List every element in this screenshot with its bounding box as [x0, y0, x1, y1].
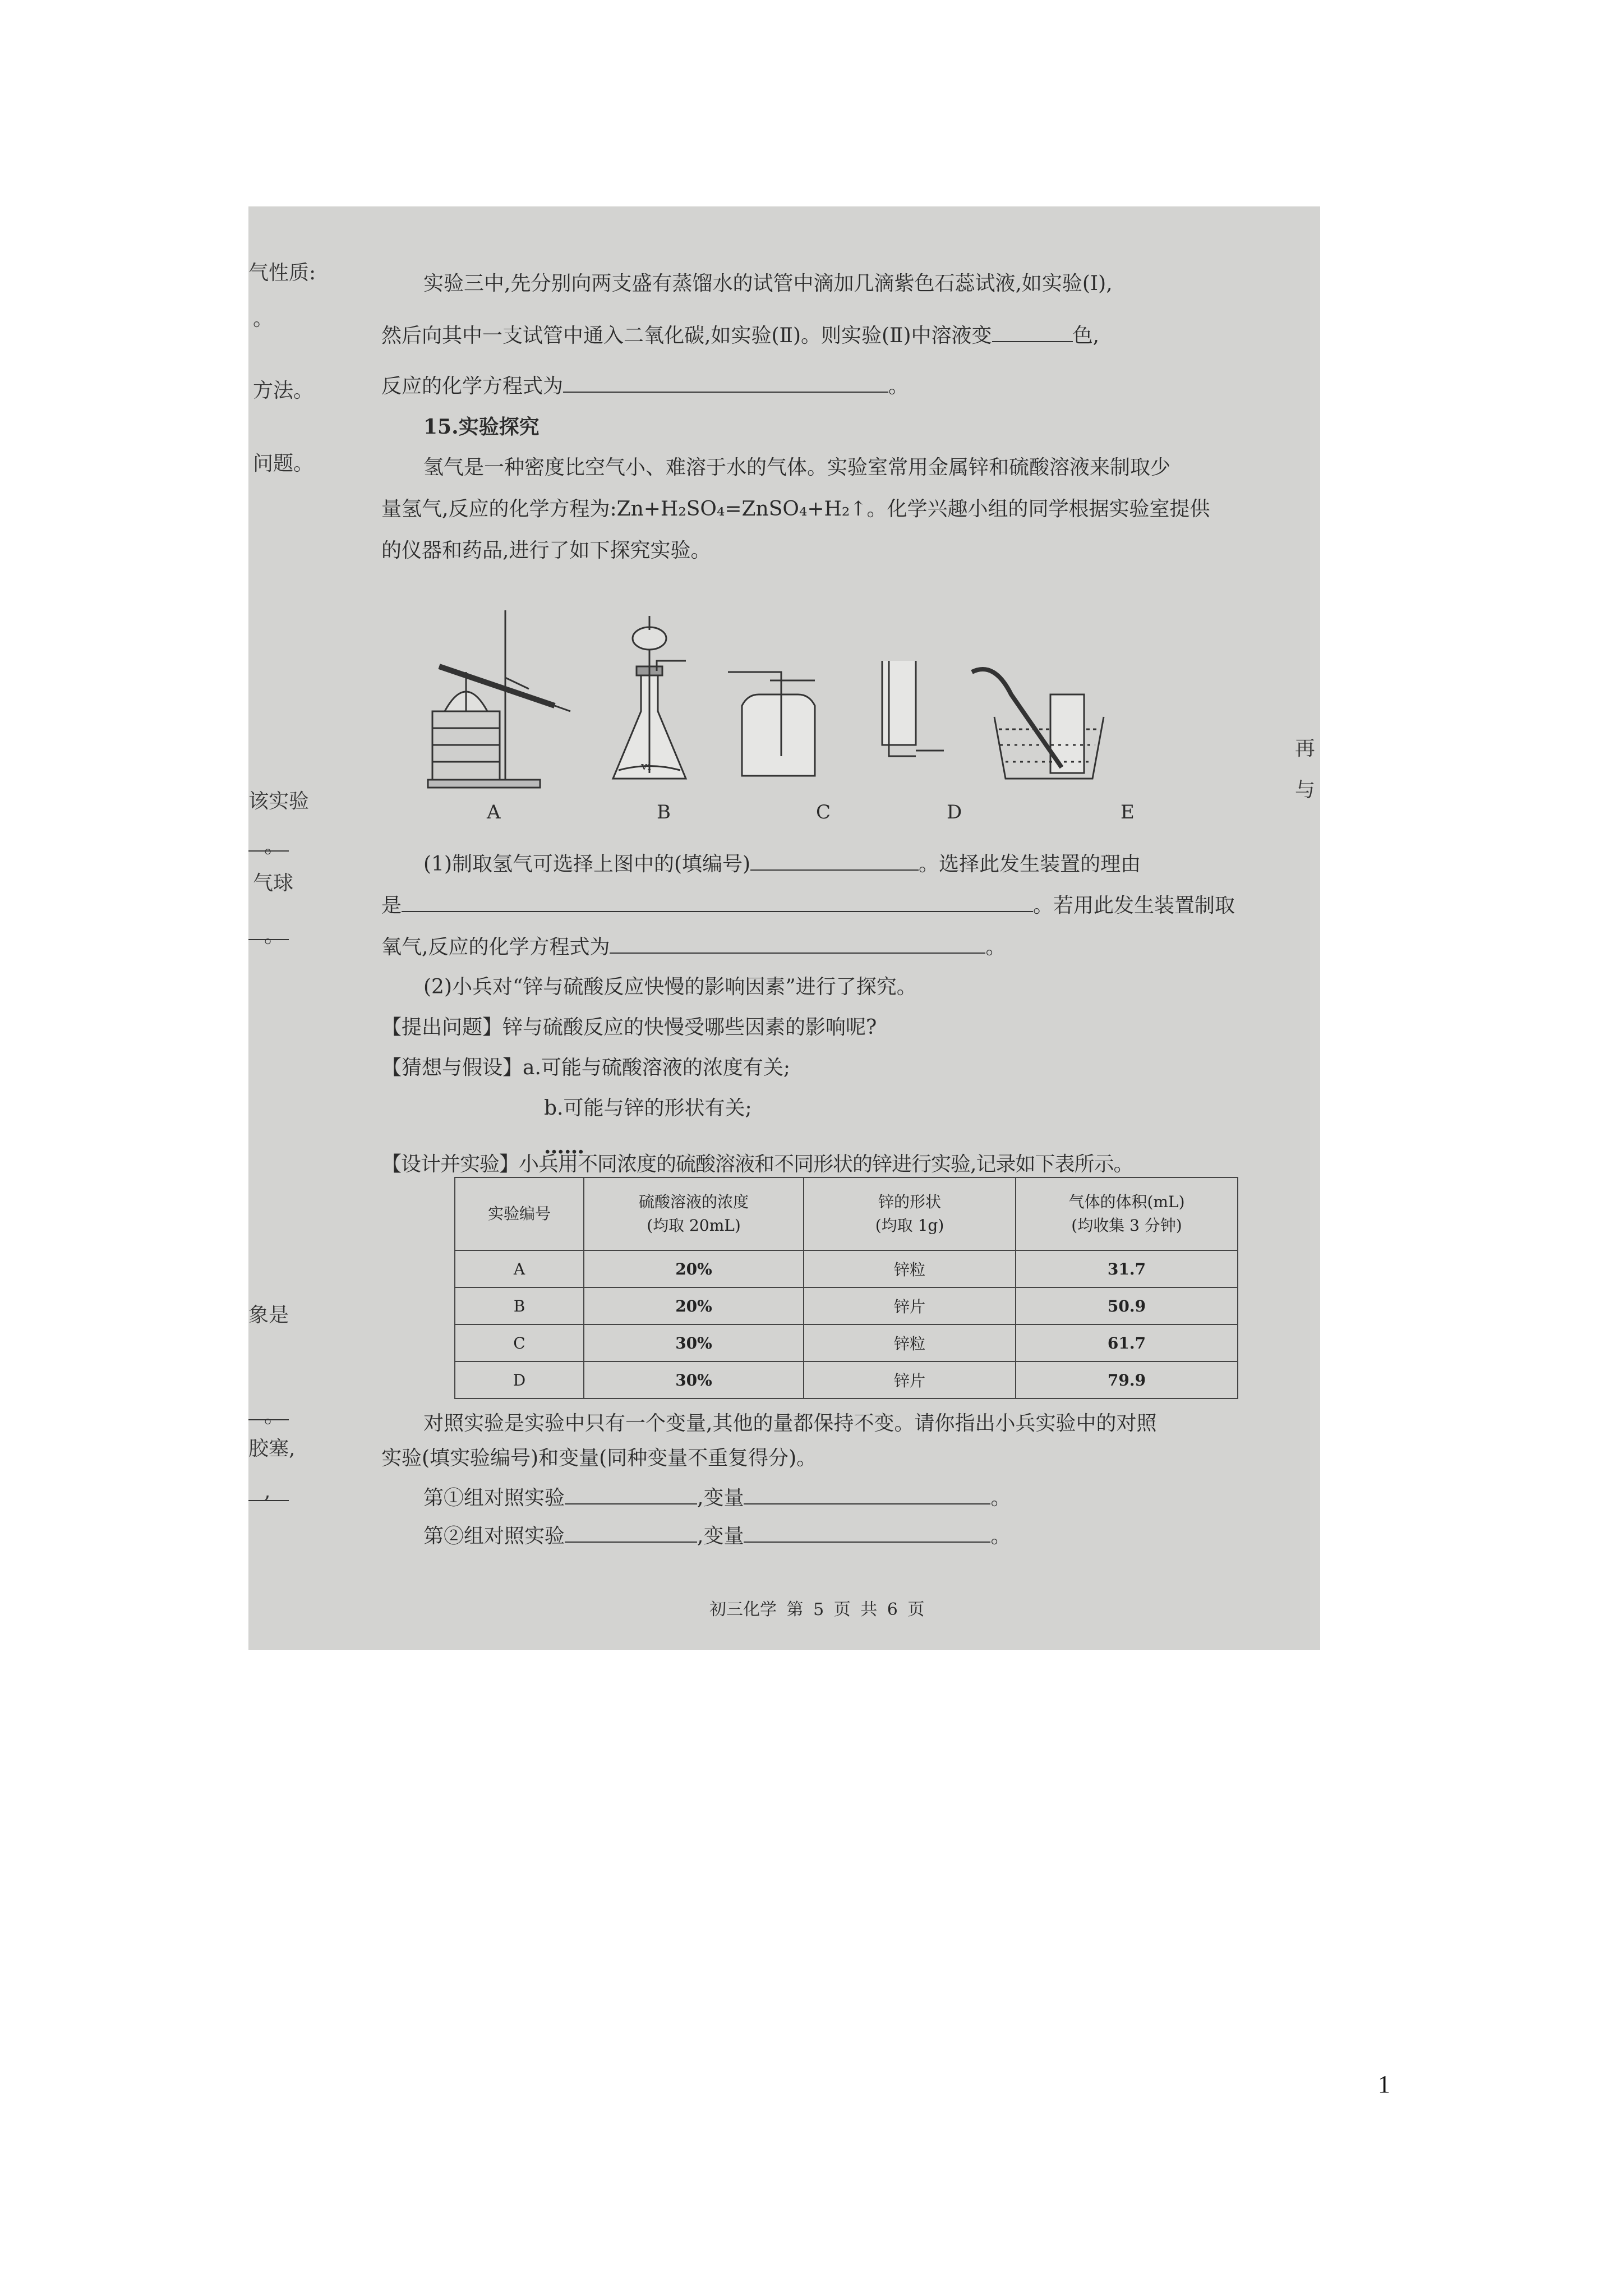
margin-left-7: 气球 [253, 872, 294, 895]
reason-answer-blank [402, 894, 1033, 912]
cell-shape: 锌片 [804, 1287, 1016, 1324]
control-line2: 实验(填实验编号)和变量(同种变量不重复得分)。 [381, 1447, 817, 1470]
hypothesis-c: …… [544, 1135, 584, 1158]
margin-left-8: 。 [264, 924, 285, 947]
apparatus-a-heating [428, 610, 570, 788]
margin-blank-2 [248, 939, 289, 940]
q1-line1: (1)制取氢气可选择上图中的(填编号) 。选择此发生装置的理由 [423, 853, 1141, 876]
margin-left-6: 。 [264, 835, 285, 858]
header-acid-concentration: 硫酸溶液的浓度 (均取 20mL) [584, 1177, 804, 1250]
intro-line2: 量氢气,反应的化学方程为:Zn+H₂SO₄=ZnSO₄+H₂↑。化学兴趣小组的同学根据实验室提供 [381, 498, 1210, 521]
margin-left-4: 问题。 [253, 452, 314, 475]
scanned-exam-photo [248, 206, 1320, 1650]
apparatus-figure [422, 577, 1106, 818]
cell-id: C [455, 1324, 584, 1361]
cell-id: B [455, 1287, 584, 1324]
margin-left-11: 胶塞, [248, 1437, 296, 1460]
table-header-row [455, 1177, 1238, 1250]
hypothesis-a: 【猜想与假设】a.可能与硫酸溶液的浓度有关; [381, 1056, 791, 1079]
cell-concentration: 30% [584, 1361, 804, 1398]
color-answer-blank [992, 324, 1073, 342]
cell-id: D [455, 1361, 584, 1398]
control-group-2: 第②组对照实验 ,变量 。 [423, 1525, 1011, 1548]
margin-right-2: 与 [1295, 779, 1316, 802]
intro-line1: 氢气是一种密度比空气小、难溶于水的气体。实验室常用金属锌和硫酸溶液来制取少 [423, 456, 1171, 479]
para1-line1: 实验三中,先分别向两支盛有蒸馏水的试管中滴加几滴紫色石蕊试液,如实验(Ⅰ), [423, 272, 1113, 295]
intro-line3: 的仪器和药品,进行了如下探究实验。 [381, 539, 711, 562]
control-line1: 对照实验是实验中只有一个变量,其他的量都保持不变。请你指出小兵实验中的对照 [423, 1412, 1157, 1435]
control-group-1: 第①组对照实验 ,变量 。 [423, 1487, 1011, 1510]
margin-left-5: 该实验 [248, 790, 310, 813]
margin-blank-3 [248, 1419, 289, 1420]
label-c: C [816, 801, 831, 823]
q1-line2: 是 。若用此发生装置制取 [381, 894, 1235, 917]
table-row [455, 1250, 1238, 1287]
header-experiment-id: 实验编号 [455, 1177, 584, 1250]
cell-concentration: 30% [584, 1324, 804, 1361]
margin-right-1: 再 [1295, 737, 1316, 760]
table-row [455, 1361, 1238, 1398]
label-a: A [487, 801, 501, 823]
apparatus-answer-blank [750, 853, 919, 871]
margin-left-2: 。 [253, 307, 274, 330]
margin-left-3: 方法。 [253, 379, 314, 402]
para1-line2: 然后向其中一支试管中通入二氧化碳,如实验(Ⅱ)。则实验(Ⅱ)中溶液变 色, [381, 324, 1100, 347]
cell-shape: 锌片 [804, 1361, 1016, 1398]
header-gas-volume: 气体的体积(mL) (均收集 3 分钟) [1016, 1177, 1238, 1250]
label-e: E [1121, 801, 1135, 823]
margin-left-12: , [264, 1480, 271, 1503]
oxygen-equation-blank [610, 936, 985, 954]
group2-variable-blank [744, 1525, 990, 1543]
margin-left-9: 象是 [248, 1304, 289, 1327]
cell-volume: 31.7 [1016, 1250, 1238, 1287]
apparatus-d-bottle [882, 661, 944, 756]
apparatus-e-trough [972, 669, 1104, 779]
raise-question: 【提出问题】锌与硫酸反应的快慢受哪些因素的影响呢? [381, 1016, 877, 1039]
para1-line3: 反应的化学方程式为 。 [381, 375, 909, 398]
header-zinc-shape: 锌的形状 (均取 1g) [804, 1177, 1016, 1250]
cell-id: A [455, 1250, 584, 1287]
question-15-title: 15.实验探究 [423, 415, 540, 439]
cell-concentration: 20% [584, 1250, 804, 1287]
page-footer: 初三化学 第 5 页 共 6 页 [709, 1600, 925, 1619]
margin-left-1: 气性质: [248, 261, 316, 284]
margin-blank-1 [248, 850, 289, 852]
group2-experiment-blank [565, 1525, 697, 1543]
cell-volume: 79.9 [1016, 1361, 1238, 1398]
table-row [455, 1287, 1238, 1324]
equation-answer-blank [563, 375, 888, 393]
hypothesis-b: b.可能与锌的形状有关; [544, 1097, 752, 1120]
apparatus-b-flask [613, 616, 686, 779]
q1-line3: 氧气,反应的化学方程式为 。 [381, 936, 1006, 959]
cell-volume: 61.7 [1016, 1324, 1238, 1361]
group1-experiment-blank [565, 1487, 697, 1504]
group1-variable-blank [744, 1487, 990, 1504]
cell-volume: 50.9 [1016, 1287, 1238, 1324]
cell-shape: 锌粒 [804, 1324, 1016, 1361]
label-b: B [657, 801, 671, 823]
svg-text:ⅵ: ⅵ [641, 759, 651, 772]
apparatus-c-bottle [728, 672, 815, 776]
label-d: D [947, 801, 962, 823]
page-number: 1 [1378, 2070, 1390, 2098]
experiment-data-table [454, 1177, 1238, 1399]
cell-shape: 锌粒 [804, 1250, 1016, 1287]
table-row [455, 1324, 1238, 1361]
q2-intro: (2)小兵对“锌与硫酸反应快慢的影响因素”进行了探究。 [423, 976, 917, 999]
margin-blank-4 [248, 1500, 289, 1501]
margin-left-10: 。 [264, 1405, 285, 1428]
design-experiment: 【设计并实验】小兵用不同浓度的硫酸溶液和不同形状的锌进行实验,记录如下表所示。 [381, 1153, 1133, 1176]
cell-concentration: 20% [584, 1287, 804, 1324]
